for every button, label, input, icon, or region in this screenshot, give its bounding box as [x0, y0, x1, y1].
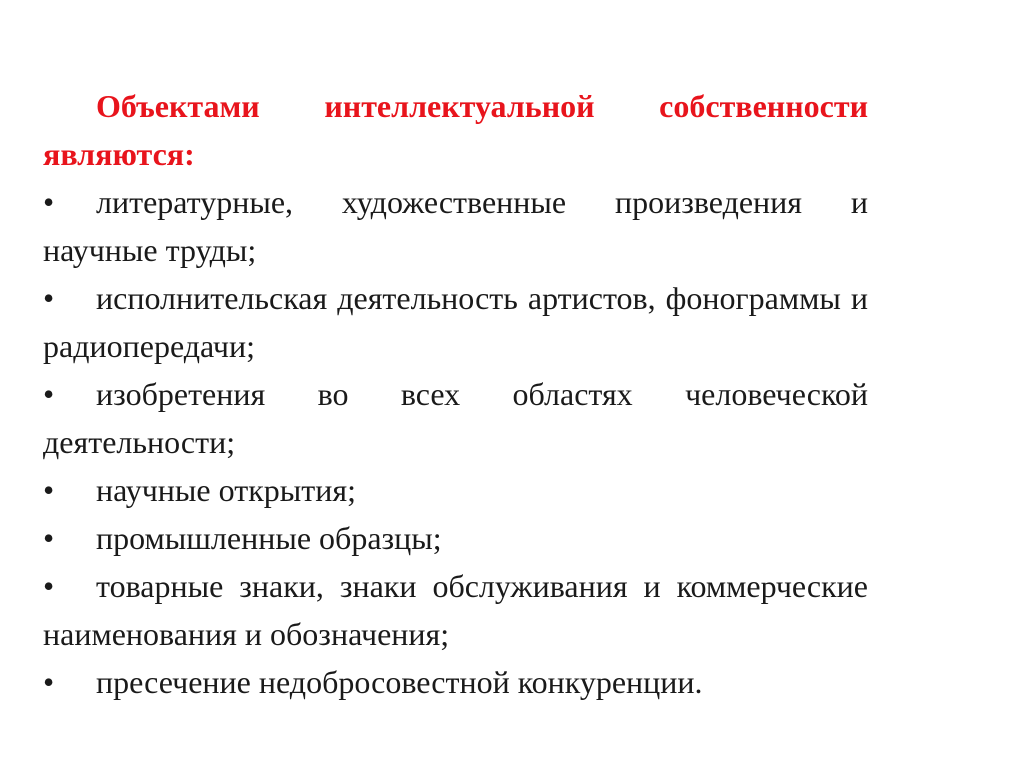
ip-objects-list [43, 178, 868, 706]
bullet-icon: • [43, 280, 55, 316]
list-item [43, 658, 868, 706]
list-item [43, 274, 868, 370]
bullet-icon: • [43, 568, 55, 604]
slide-content [43, 82, 868, 706]
list-item-text: промышленные образцы; [96, 520, 442, 556]
bullet-icon: • [43, 664, 55, 700]
list-item [43, 178, 868, 274]
slide-heading: Объектами интеллектуальной собственности являются: [43, 88, 868, 172]
list-item-text: исполнительская деятельность артистов, фонограммы и радиопередачи; [43, 280, 868, 364]
list-item-text: изобретения во всех областях человеческой деятельности; [43, 376, 868, 460]
list-item-text: товарные знаки, знаки обслуживания и коммерческие наименования и обозначения; [43, 568, 868, 652]
list-item [43, 514, 868, 562]
bullet-icon: • [43, 184, 55, 220]
list-item-text: литературные, художественные произведения и научные труды; [43, 184, 868, 268]
bullet-icon: • [43, 376, 55, 412]
bullet-icon: • [43, 520, 55, 556]
list-item [43, 370, 868, 466]
list-item-text: научные открытия; [96, 472, 356, 508]
list-item-text: пресечение недобросовестной конкуренции. [96, 664, 703, 700]
list-item [43, 562, 868, 658]
list-item [43, 466, 868, 514]
bullet-icon: • [43, 472, 55, 508]
